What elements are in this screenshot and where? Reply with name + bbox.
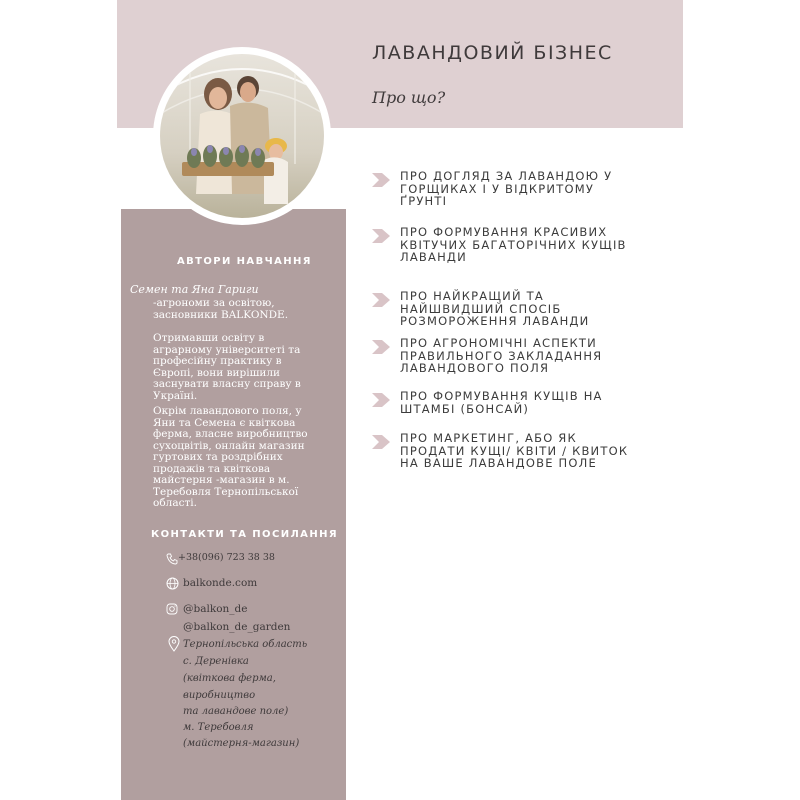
address-line: виробництво [183,690,256,701]
phone-icon [166,553,178,565]
arrow-bullet-icon [372,393,390,407]
family-photo [160,54,324,218]
arrow-bullet-icon [372,293,390,307]
address-line: м. Теребовля [183,722,254,733]
arrow-bullet-icon [372,173,390,187]
greenhouse-photo-image [160,54,324,218]
topic-text: ПРО АГРОНОМІЧНІ АСПЕКТИ ПРАВИЛЬНОГО ЗАКЛАДАННЯ ЛАВАНДОВОГО ПОЛЯ [400,336,603,375]
address-line: с. Деренівка [183,656,249,667]
authors-business: Окрім лавандового поля, у Яни та Семена є квіткова ферма, власне виробництво сухоцвітів, онлайн магазин гуртових та роздрібних продажів та квіткова майстерня -магазин в м. Теребовля Тернопільської області. [153,405,308,509]
location-pin-icon [168,636,180,652]
topic-text: ПРО ФОРМУВАННЯ КУЩІВ НА ШТАМБІ (БОНСАЙ) [400,389,603,416]
address-line: Тернопільська область [183,639,308,650]
authors-name: Семен та Яна Гариги [130,283,259,296]
authors-heading: АВТОРИ НАВЧАННЯ [177,256,312,267]
topic-text: ПРО ДОГЛЯД ЗА ЛАВАНДОЮ У ГОРЩИКАХ І У ВІДКРИТОМУ ҐРУНТІ [400,169,613,208]
topic-text: ПРО ФОРМУВАННЯ КРАСИВИХ КВІТУЧИХ БАГАТОРІЧНИХ КУЩІВ ЛАВАНДИ [400,225,627,264]
website-link[interactable]: balkonde.com [183,577,258,589]
authors-education: Отримавши освіту в аграрному університеті та професійну практику в Європі, вони вирішили заснувати власну справу в Україні. [153,332,301,402]
arrow-bullet-icon [372,435,390,449]
contacts-heading: КОНТАКТИ ТА ПОСИЛАННЯ [151,529,338,540]
address-line: (майстерня-магазин) [183,738,300,749]
authors-intro: -агрономи за освітою, засновники BALKONDE. [153,297,289,321]
arrow-bullet-icon [372,340,390,354]
topic-text: ПРО НАЙКРАЩИЙ ТА НАЙШВИДШИЙ СПОСІБ РОЗМОРОЖЕННЯ ЛАВАНДИ [400,289,590,328]
address-line: (квіткова ферма, [183,673,276,684]
phone-number[interactable]: +38(096) 723 38 38 [178,552,275,563]
instagram-icon [166,603,178,615]
instagram-handle-1[interactable]: @balkon_de [183,603,248,615]
globe-icon [166,577,179,590]
instagram-handle-2[interactable]: @balkon_de_garden [183,621,291,633]
arrow-bullet-icon [372,229,390,243]
topic-text: ПРО МАРКЕТИНГ, АБО ЯК ПРОДАТИ КУЩІ/ КВІТИ / КВИТОК НА ВАШЕ ЛАВАНДОВЕ ПОЛЕ [400,431,629,470]
page-title: ЛАВАНДОВИЙ БІЗНЕС [372,42,613,64]
page-subtitle: Про що? [372,88,446,107]
address-line: та лавандове поле) [183,706,289,717]
